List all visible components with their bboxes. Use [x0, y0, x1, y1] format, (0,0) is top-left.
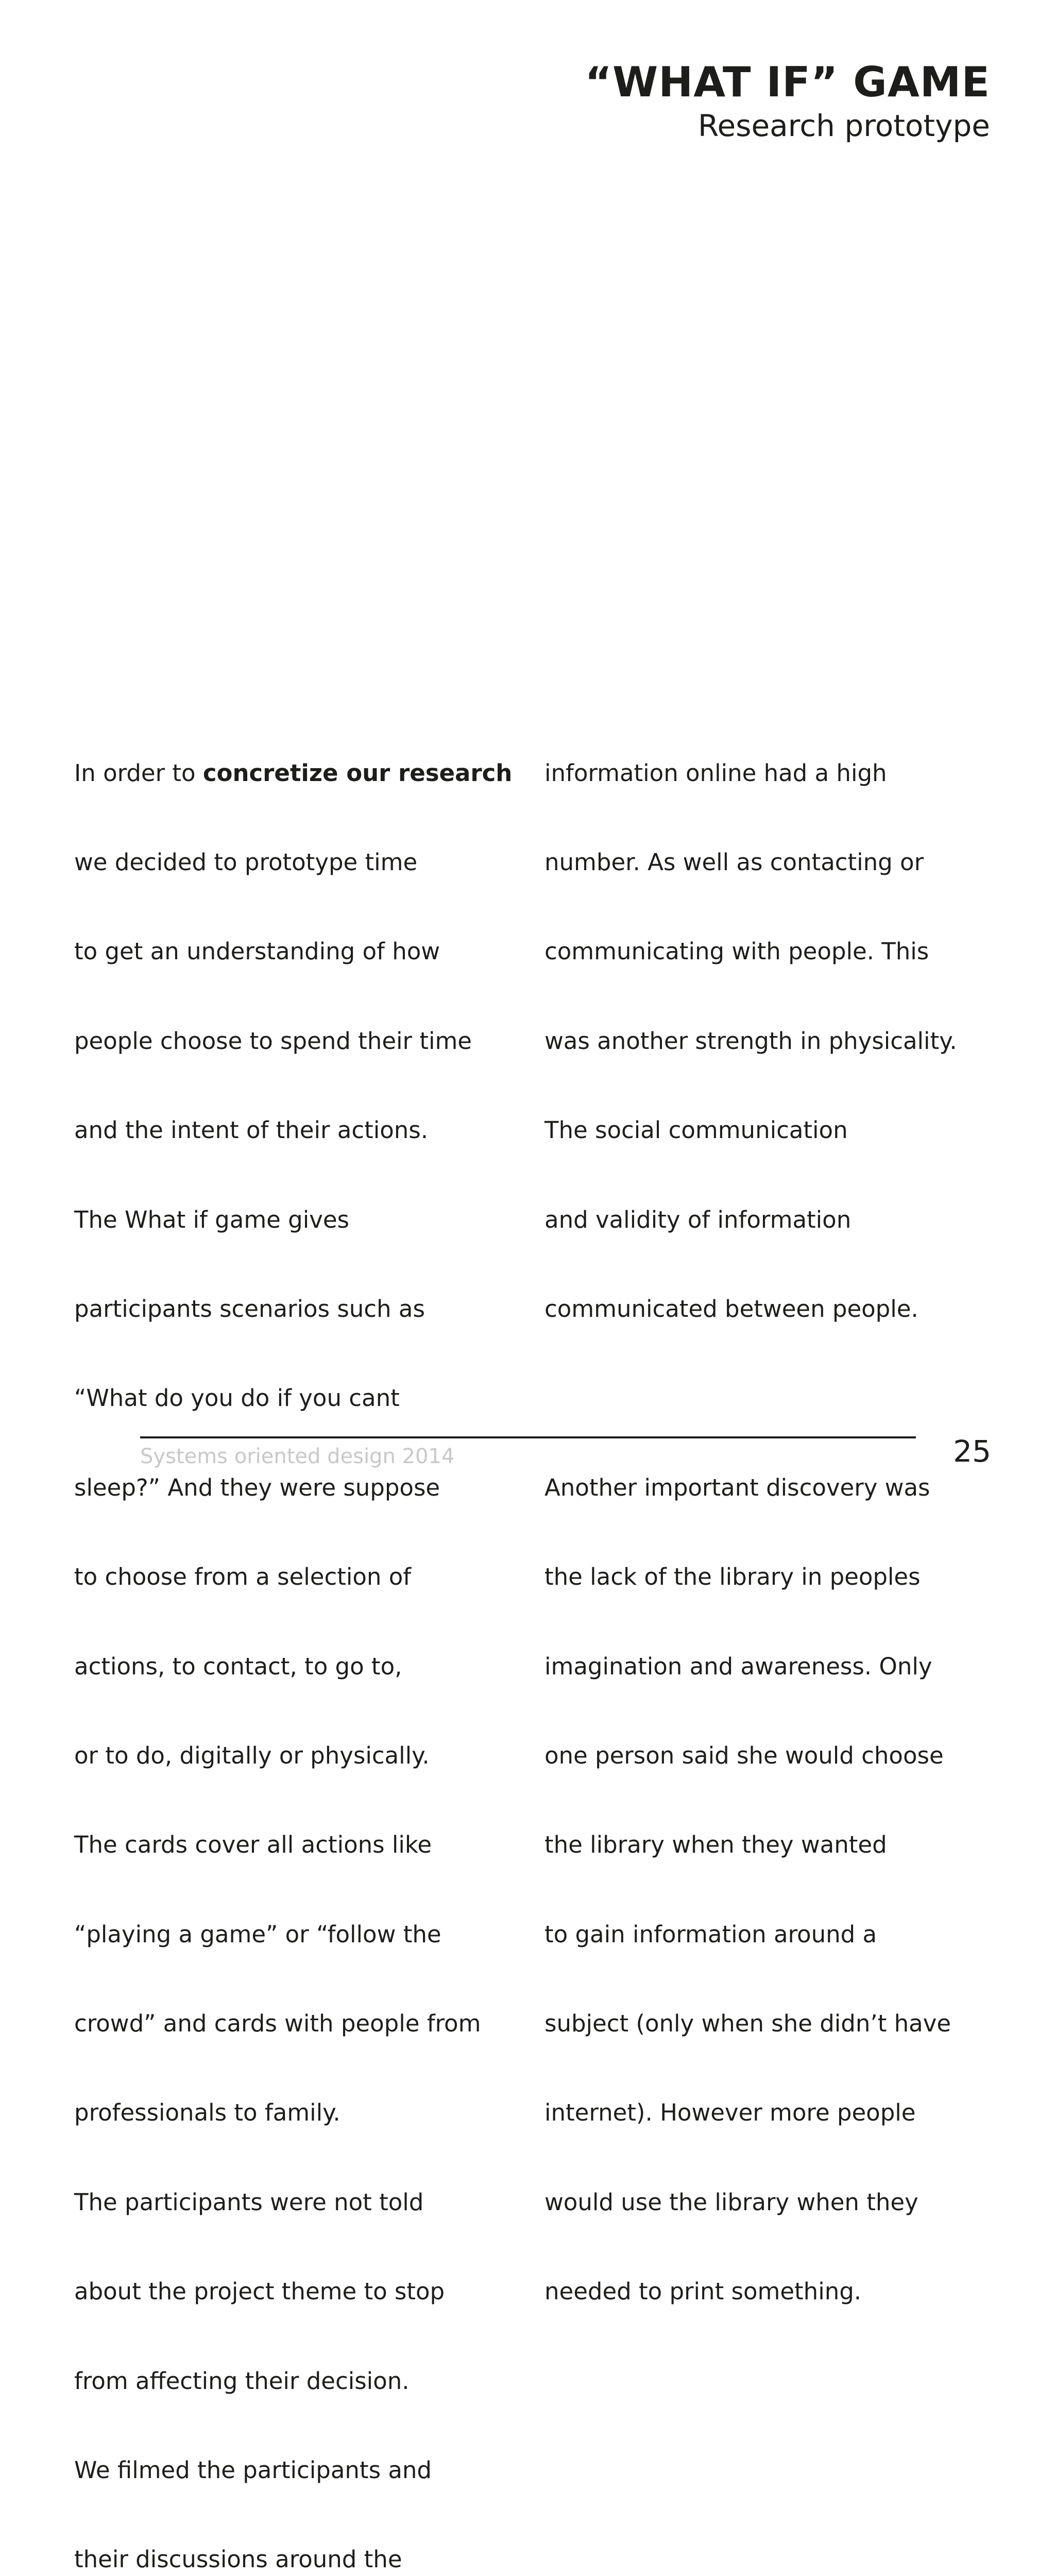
- body-line: sleep?” And they were suppose: [74, 1473, 440, 1501]
- body-line: The participants were not told: [74, 2188, 424, 2216]
- body-line: their discussions around the: [74, 2546, 402, 2573]
- body-column-right: [544, 699, 957, 2336]
- body-column-left: [74, 699, 512, 2576]
- intro-emphasis: concretize our research: [202, 759, 513, 787]
- body-line: and the intent of their actions.: [74, 1116, 429, 1144]
- body-line: The What if game gives: [74, 1206, 349, 1233]
- page-title: “WHAT IF” GAME: [585, 58, 990, 106]
- body-line: we decided to prototype time: [74, 848, 418, 876]
- body-line: the library when they wanted: [544, 1831, 887, 1859]
- footer-caption: Systems oriented design 2014: [140, 1445, 455, 1468]
- body-line: from affecting their decision.: [74, 2367, 410, 2395]
- body-line: “What do you do if you cant: [74, 1384, 400, 1412]
- body-line: actions, to contact, to go to,: [74, 1652, 402, 1680]
- page-header: [585, 58, 990, 144]
- body-line: professionals to family.: [74, 2099, 341, 2127]
- footer-divider: [140, 1436, 916, 1438]
- body-line: people choose to spend their time: [74, 1027, 472, 1055]
- body-line: to choose from a selection of: [74, 1563, 412, 1591]
- body-line: “playing a game” or “follow the: [74, 1920, 441, 1948]
- body-line: [74, 758, 512, 788]
- body-line: to gain information around a: [544, 1920, 877, 1948]
- intro-prefix: In order to: [74, 759, 203, 787]
- body-line: information online had a high: [544, 759, 887, 787]
- body-line: crowd” and cards with people from: [74, 2010, 481, 2038]
- body-line: number. As well as contacting or: [544, 848, 924, 876]
- body-line: participants scenarios such as: [74, 1295, 425, 1323]
- body-line: was another strength in physicality.: [544, 1027, 957, 1055]
- body-line: The social communication: [544, 1116, 848, 1144]
- body-line: subject (only when she didn’t have: [544, 2010, 951, 2038]
- body-line: Another important discovery was: [544, 1473, 930, 1501]
- body-line: needed to print something.: [544, 2278, 862, 2306]
- body-line: internet). However more people: [544, 2099, 916, 2127]
- body-line: or to do, digitally or physically.: [74, 1741, 430, 1769]
- body-line: and validity of information: [544, 1206, 852, 1233]
- body-line: about the project theme to stop: [74, 2278, 445, 2306]
- body-line: The cards cover all actions like: [74, 1831, 432, 1859]
- paragraph-break: [544, 1383, 957, 1413]
- body-line: to get an understanding of how: [74, 938, 440, 965]
- body-line: communicating with people. This: [544, 938, 929, 965]
- body-line: one person said she would choose: [544, 1741, 944, 1769]
- body-line: imagination and awareness. Only: [544, 1652, 932, 1680]
- page-number: 25: [953, 1434, 991, 1469]
- page-subtitle: Research prototype: [697, 108, 990, 143]
- body-line: would use the library when they: [544, 2188, 918, 2216]
- body-line: the lack of the library in peoples: [544, 1563, 921, 1591]
- body-line: communicated between people.: [544, 1295, 918, 1323]
- body-line: We filmed the participants and: [74, 2456, 432, 2484]
